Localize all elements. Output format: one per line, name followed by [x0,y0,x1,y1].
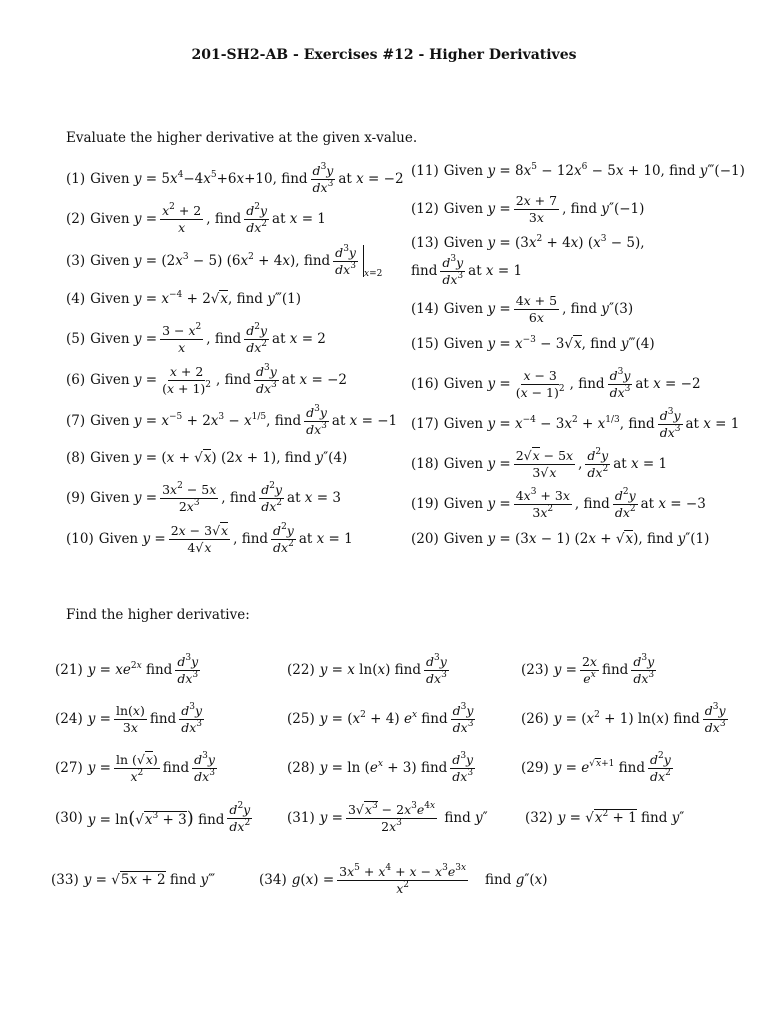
exercise-number: (14) [411,301,439,317]
exercise-1: (1) Given $y = 5x^4-4x^5+6x+10$, find $d^3y$ $dx^3$ at x = −2 [66,162,404,195]
exercise-number: (1) [66,171,86,187]
exercise-number: (19) [411,496,439,512]
exercise-number: (31) [287,810,315,826]
exercise-5: (5) Given y = $\frac{3 - x^2}{x}$ , find $d^2y$ $dx^2$ at x = 2 [66,322,326,355]
exercise-32: (32) $y = √x^2 + 1$ find y″ [525,809,685,826]
exercise-13: (13) Given $y = (3x^2 + 4x) (x^3 - 5)$, [411,234,645,251]
exercise-number: (32) [525,810,553,826]
exercise-number: (21) [55,662,83,678]
exercise-31: (31) y = $\frac{3√x^3 - 2x^3e^{4x}}{2x^3}$ find y″ [287,801,488,834]
exercise-2: (2) Given y = $\frac{x^2 + 2}{x}$ , find $d^2y$ $dx^2$ at x = 1 [66,202,326,235]
exercise-number: (8) [66,450,86,466]
exercise-number: (15) [411,336,439,352]
exercise-25: (25) $y = (x^2 + 4)$ $e^x$ find $d^3y$ $dx^3$ [287,702,474,735]
page-title: 201-SH2-AB - Exercises #12 - Higher Derivatives [191,47,577,63]
exercise-26: (26) $y = (x^2 + 1)$ ln(x) find $d^3y$ $dx^3$ [521,702,726,735]
exercise-number: (6) [66,372,86,388]
exercise-8: (8) Given y = (x + √x) (2x + 1), find y″(4) [66,450,348,466]
exercise-number: (10) [66,531,94,547]
exercise-24: (24) y = $\frac{\ln(x)}{3x}$ find $d^3y$ $dx^3$ [55,702,203,735]
exercise-6: (6) Given y = $\frac{x + 2}{(x + 1)^2}$ , find $d^3y$ $dx^3$ at x = −2 [66,363,347,396]
exercise-28: (28) $y = \ln (e^x + 3)$ find $d^3y$ $dx^3$ [287,751,474,784]
exercise-number: (13) [411,235,439,251]
exercise-11: (11) Given $y = 8x^5 - 12x^6 - 5x + 10$, find y‴(−1) [411,162,745,179]
exercise-number: (30) [55,810,83,826]
exercise-number: (18) [411,456,439,472]
exercise-number: (26) [521,711,549,727]
exercise-12: (12) Given y = $\frac{2x + 7}{3x}$ , find y″(−1) [411,193,645,225]
exercise-number: (9) [66,490,86,506]
exercise-number: (28) [287,760,315,776]
exercise-number: (20) [411,531,439,547]
exercise-20: (20) Given y = (3x − 1) (2x + √x), find y″(1) [411,531,710,547]
exercise-17: (17) Given $y = x^{-4} - 3x^2 + x^{1/3}$, find $d^3y$ $dx^3$ at x = 1 [411,407,740,440]
exercise-number: (25) [287,711,315,727]
exercise-18: (18) Given y = $\frac{2√x - 5x}{3√x}$ , $d^2y$ $dx^2$ at x = 1 [411,447,668,480]
exercise-number: (24) [55,711,83,727]
exercise-number: (3) [66,253,86,269]
exercise-29: (29) $y = e^{√x+1}$ find $d^2y$ $dx^2$ [521,751,671,784]
exercise-number: (27) [55,760,83,776]
exercise-number: (7) [66,413,86,429]
exercise-9: (9) Given y = $\frac{3x^2 - 5x}{2x^3}$ , find $d^2y$ $dx^2$ at x = 3 [66,481,341,514]
exercise-33: (33) y = √5x + 2 find y‴ [51,872,216,888]
exercise-number: (34) [259,872,287,888]
exercise-23: (23) y = $\frac{2x}{e^x}$ find $d^3y$ $dx^3$ [521,653,655,686]
exercise-7: (7) Given $y = x^{-5} + 2x^3 - x^{1/5}$, find $d^3y$ $dx^3$ at x = −1 [66,404,398,437]
exercise-number: (22) [287,662,315,678]
exercise-4: (4) Given $y = x^{-4} + 2√x$, find y‴(1) [66,290,302,307]
exercise-10: (10) Given y = $\frac{2x - 3√x}{4√x}$ , find $d^2y$ $dx^2$ at x = 1 [66,522,353,555]
exercise-27: (27) y = $\frac{\ln (√x)}{x^2}$ find $d^3y$ $dx^3$ [55,751,215,784]
exercise-number: (33) [51,872,79,888]
exercise-number: (4) [66,291,86,307]
exercise-30: (30) $y = \ln(√x^3 + 3)$ find $d^2y$ $dx^2$ [55,801,251,834]
exercise-number: (29) [521,760,549,776]
exercise-number: (2) [66,211,86,227]
exercise-15: (15) Given $y = x^{-3} - 3√x$, find y‴(4) [411,335,655,352]
exercise-19: (19) Given y = $\frac{4x^3 + 3x}{3x^2}$ , find $d^2y$ $dx^2$ at x = −3 [411,487,706,520]
exercise-21: (21) $y = xe^{2x}$ find $d^3y$ $dx^3$ [55,653,199,686]
exercise-number: (16) [411,376,439,392]
exercise-number: (11) [411,163,439,179]
exercise-number: (12) [411,201,439,217]
exercise-13-cont: find $d^3y$ $dx^3$ at x = 1 [411,254,523,287]
exercise-16: (16) Given y = $\frac{x - 3}{(x - 1)^2}$ , find $d^3y$ $dx^3$ at x = −2 [411,367,701,400]
exercise-number: (17) [411,416,439,432]
exercise-14: (14) Given y = $\frac{4x + 5}{6x}$ , find y″(3) [411,293,634,325]
instruction-find: Find the higher derivative: [66,607,250,623]
exercise-34: (34) g(x) = $\frac{3x^5 + x^4 + x - x^3e^{3x}}{x^2}$ find g″(x) [259,863,548,896]
exercise-22: (22) y = x ln(x) find $d^3y$ $dx^3$ [287,653,447,686]
instruction-evaluate: Evaluate the higher derivative at the given x-value. [66,130,418,146]
exercise-number: (23) [521,662,549,678]
exercise-number: (5) [66,331,86,347]
exercise-3: (3) Given $y = (2x^3 - 5) (6x^2 + 4x)$, find $d^3y$ $dx^3$ x=2 [66,244,383,279]
